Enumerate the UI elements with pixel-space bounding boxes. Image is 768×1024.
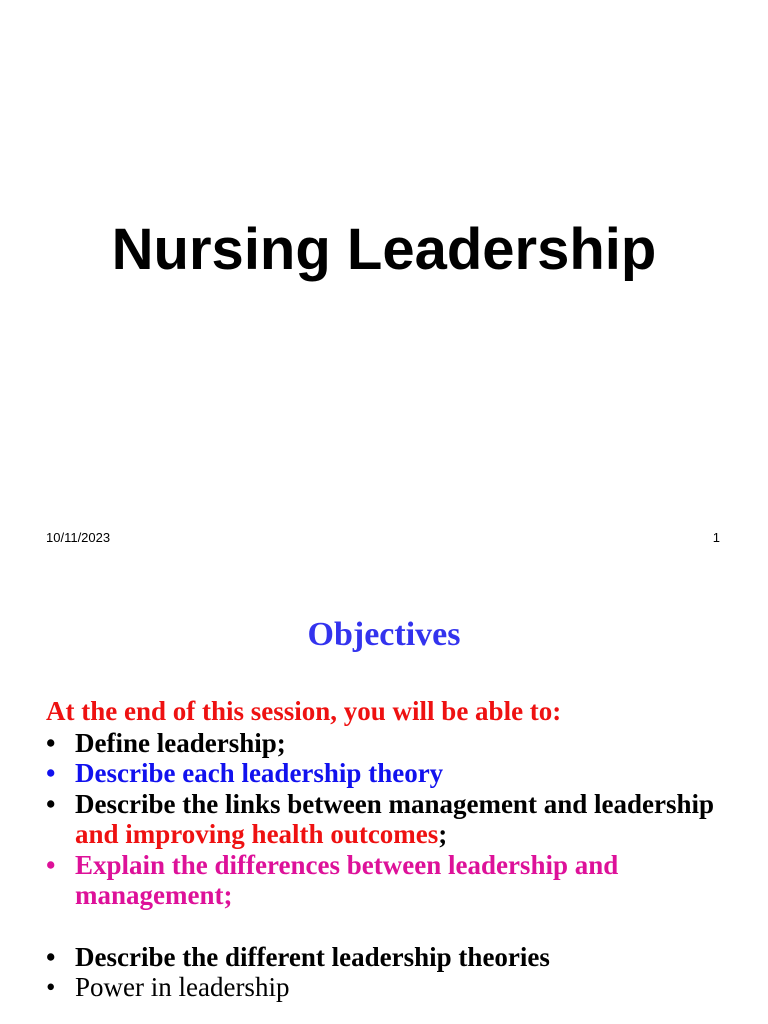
bullet-text: Describe each leadership theory (75, 758, 444, 788)
bullet-text: Describe the different leadership theories (75, 941, 550, 972)
slide-page-number: 1 (712, 530, 720, 545)
bullet-dot: • (46, 972, 56, 1002)
bullet-text: Define leadership; (75, 727, 286, 758)
bullet-text-end: ; (438, 819, 448, 849)
objectives-title: Objectives (307, 616, 461, 653)
slide-title: Nursing Leadership (111, 217, 657, 282)
slide-date: 10/11/2023 (46, 530, 111, 545)
bullet-text: Power in leadership (75, 972, 290, 1002)
bullet-text: Describe the links between management and leadership (75, 788, 714, 819)
bullet-dot: • (46, 788, 56, 819)
spacer (46, 911, 746, 942)
bullet-item (46, 758, 746, 789)
objectives-slide (0, 560, 768, 1024)
bullet-dot: • (46, 849, 56, 880)
bullet-item (46, 850, 746, 911)
bullet-dot: • (46, 941, 56, 972)
bullet-dot: • (46, 727, 56, 758)
bullet-highlight: and improving health outcomes (75, 819, 439, 849)
bullet-item (46, 789, 746, 850)
bullet-item (46, 972, 746, 1003)
bullet-item (46, 728, 746, 759)
objectives-list (46, 696, 746, 1003)
bullet-dot: • (46, 758, 56, 788)
bullet-item (46, 942, 746, 973)
objectives-intro: At the end of this session, you will be able to: (46, 696, 562, 726)
bullet-text: Explain the differences between leadership and management; (75, 849, 619, 910)
